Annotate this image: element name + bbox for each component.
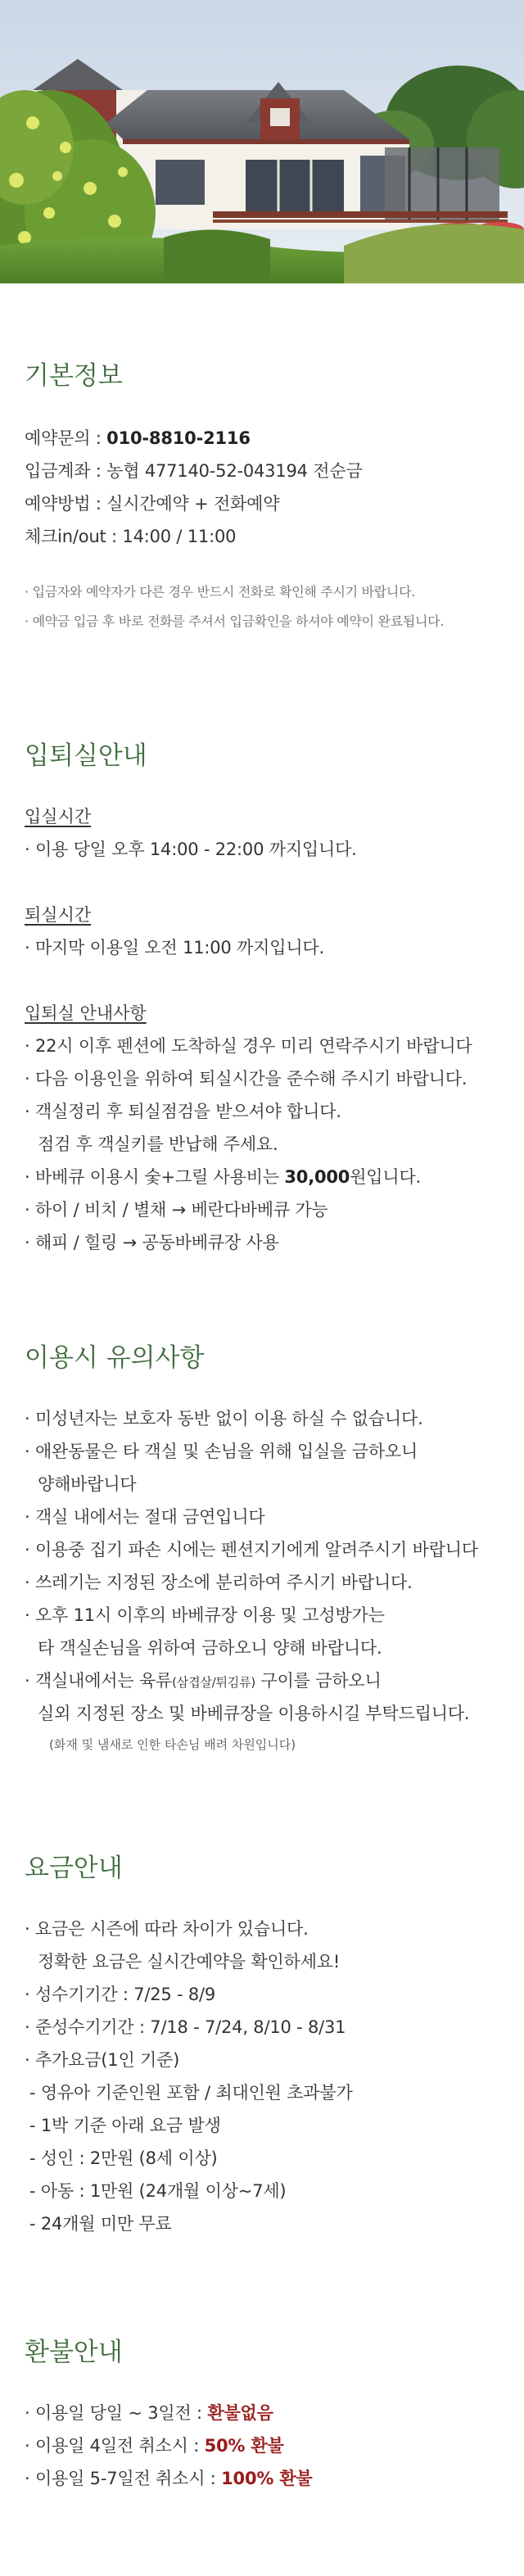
fee-guide-section [25,1852,508,2240]
list-item: · 이용일 당일 ~ 3일전 : 환불없음 [25,2403,273,2423]
list-item: · 이용 당일 오후 14:00 - 22:00 까지입니다. [25,840,357,859]
usage-caution-section [25,1342,508,1759]
notice-line: · 예약금 입금 후 바로 전화를 주셔서 입금확인을 하셔야 예약이 완료됩니다. [25,613,445,629]
list-item: · 요금은 시즌에 따라 차이가 있습니다. [25,1919,309,1939]
checkin-time-heading: 입실시간 [25,807,92,826]
caution-footnote: (화재 및 냄새로 인한 타손님 배려 차원입니다) [49,1737,296,1752]
refund-guide-title: 환불안내 [25,2338,123,2367]
list-item: · 22시 이후 펜션에 도착하실 경우 미리 연락주시기 바랍니다 [25,1036,472,1056]
list-item: 실외 지정된 장소 및 바베큐장을 이용하시길 부탁드립니다. [38,1704,470,1723]
basic-info-section [25,360,508,636]
refund-value: 100% 환불 [221,2469,313,2488]
list-item: · 준성수기기간 : 7/18 - 7/24, 8/10 - 8/31 [25,2017,346,2037]
basic-info-title: 기본정보 [25,361,123,391]
list-item: · 객실내에서는 육류(삼겹살/튀김류) 구이를 금하오니 [25,1671,382,1691]
list-item: 점검 후 객실키를 반납해 주세요. [38,1134,278,1154]
list-item: - 24개월 미만 무료 [29,2214,172,2234]
list-item: 양해바랍니다 [38,1474,137,1494]
notice-line: · 입금자와 예약자가 다른 경우 반드시 전화로 확인해 주시기 바랍니다. [25,584,416,600]
list-item: · 추가요금(1인 기준) [25,2050,180,2070]
list-item: · 해피 / 힐링 → 공동바베큐장 사용 [25,1233,279,1252]
usage-caution-title: 이용시 유의사항 [25,1343,205,1373]
deposit-account: 입금계좌 : 농협 477140-52-043194 전순금 [25,461,363,481]
checkout-time-heading: 퇴실시간 [25,905,92,925]
checkin-guide-section [25,740,508,1259]
refund-value: 50% 환불 [204,2436,284,2456]
list-item: - 아동 : 1만원 (24개월 이상~7세) [29,2181,287,2201]
list-item: 정확한 요금은 실시간예약을 확인하세요! [38,1952,341,1972]
list-item: · 이용일 5-7일전 취소시 : 100% 환불 [25,2469,313,2488]
list-item: 타 객실손님을 위하여 금하오니 양해 바랍니다. [38,1638,382,1658]
list-item: - 성인 : 2만원 (8세 이상) [29,2148,218,2168]
reservation-contact: 예약문의 : 010-8810-2116 [25,428,251,448]
list-item: · 마지막 이용일 오전 11:00 까지입니다. [25,938,324,958]
list-item: · 성수기기간 : 7/25 - 8/9 [25,1985,216,2004]
reservation-method: 예약방법 : 실시간예약 + 전화예약 [25,494,280,514]
list-item: - 영유아 기준인원 포함 / 최대인원 초과불가 [29,2083,353,2103]
bbq-price: 30,000 [284,1167,350,1187]
list-item: · 객실 내에서는 절대 금연입니다 [25,1507,265,1527]
list-item: · 미성년자는 보호자 동반 없이 이용 하실 수 없습니다. [25,1409,423,1428]
list-item: · 객실정리 후 퇴실점검을 받으셔야 합니다. [25,1102,341,1121]
list-item: · 오후 11시 이후의 바베큐장 이용 및 고성방가는 [25,1605,385,1625]
list-item: · 애완동물은 타 객실 및 손님을 위해 입실을 금하오니 [25,1442,418,1461]
list-item: · 이용일 4일전 취소시 : 50% 환불 [25,2436,284,2456]
deposit-account-value: 농협 477140-52-043194 전순금 [106,461,363,481]
refund-value: 환불없음 [207,2403,273,2423]
refund-guide-section [25,2336,508,2495]
reservation-phone[interactable]: 010-8810-2116 [106,428,251,448]
list-item: · 이용중 집기 파손 시에는 펜션지기에게 알려주시기 바랍니다 [25,1540,478,1560]
list-item: · 쓰레기는 지정된 장소에 분리하여 주시기 바랍니다. [25,1573,413,1592]
list-item: · 하이 / 비치 / 별채 → 베란다바베큐 가능 [25,1200,328,1220]
checkin-checkout-time: 체크in/out : 14:00 / 11:00 [25,527,237,546]
checkin-guide-title: 입퇴실안내 [25,741,147,771]
fee-guide-title: 요금안내 [25,1854,123,1883]
checkin-notice-heading: 입퇴실 안내사항 [25,1003,147,1023]
list-item: - 1박 기준 아래 요금 발생 [29,2116,221,2135]
list-item: · 바베큐 이용시 숯+그릴 사용비는 30,000원입니다. [25,1167,422,1187]
pension-exterior-photo [0,0,524,283]
list-item: · 다음 이용인을 위하여 퇴실시간을 준수해 주시기 바랍니다. [25,1069,468,1089]
